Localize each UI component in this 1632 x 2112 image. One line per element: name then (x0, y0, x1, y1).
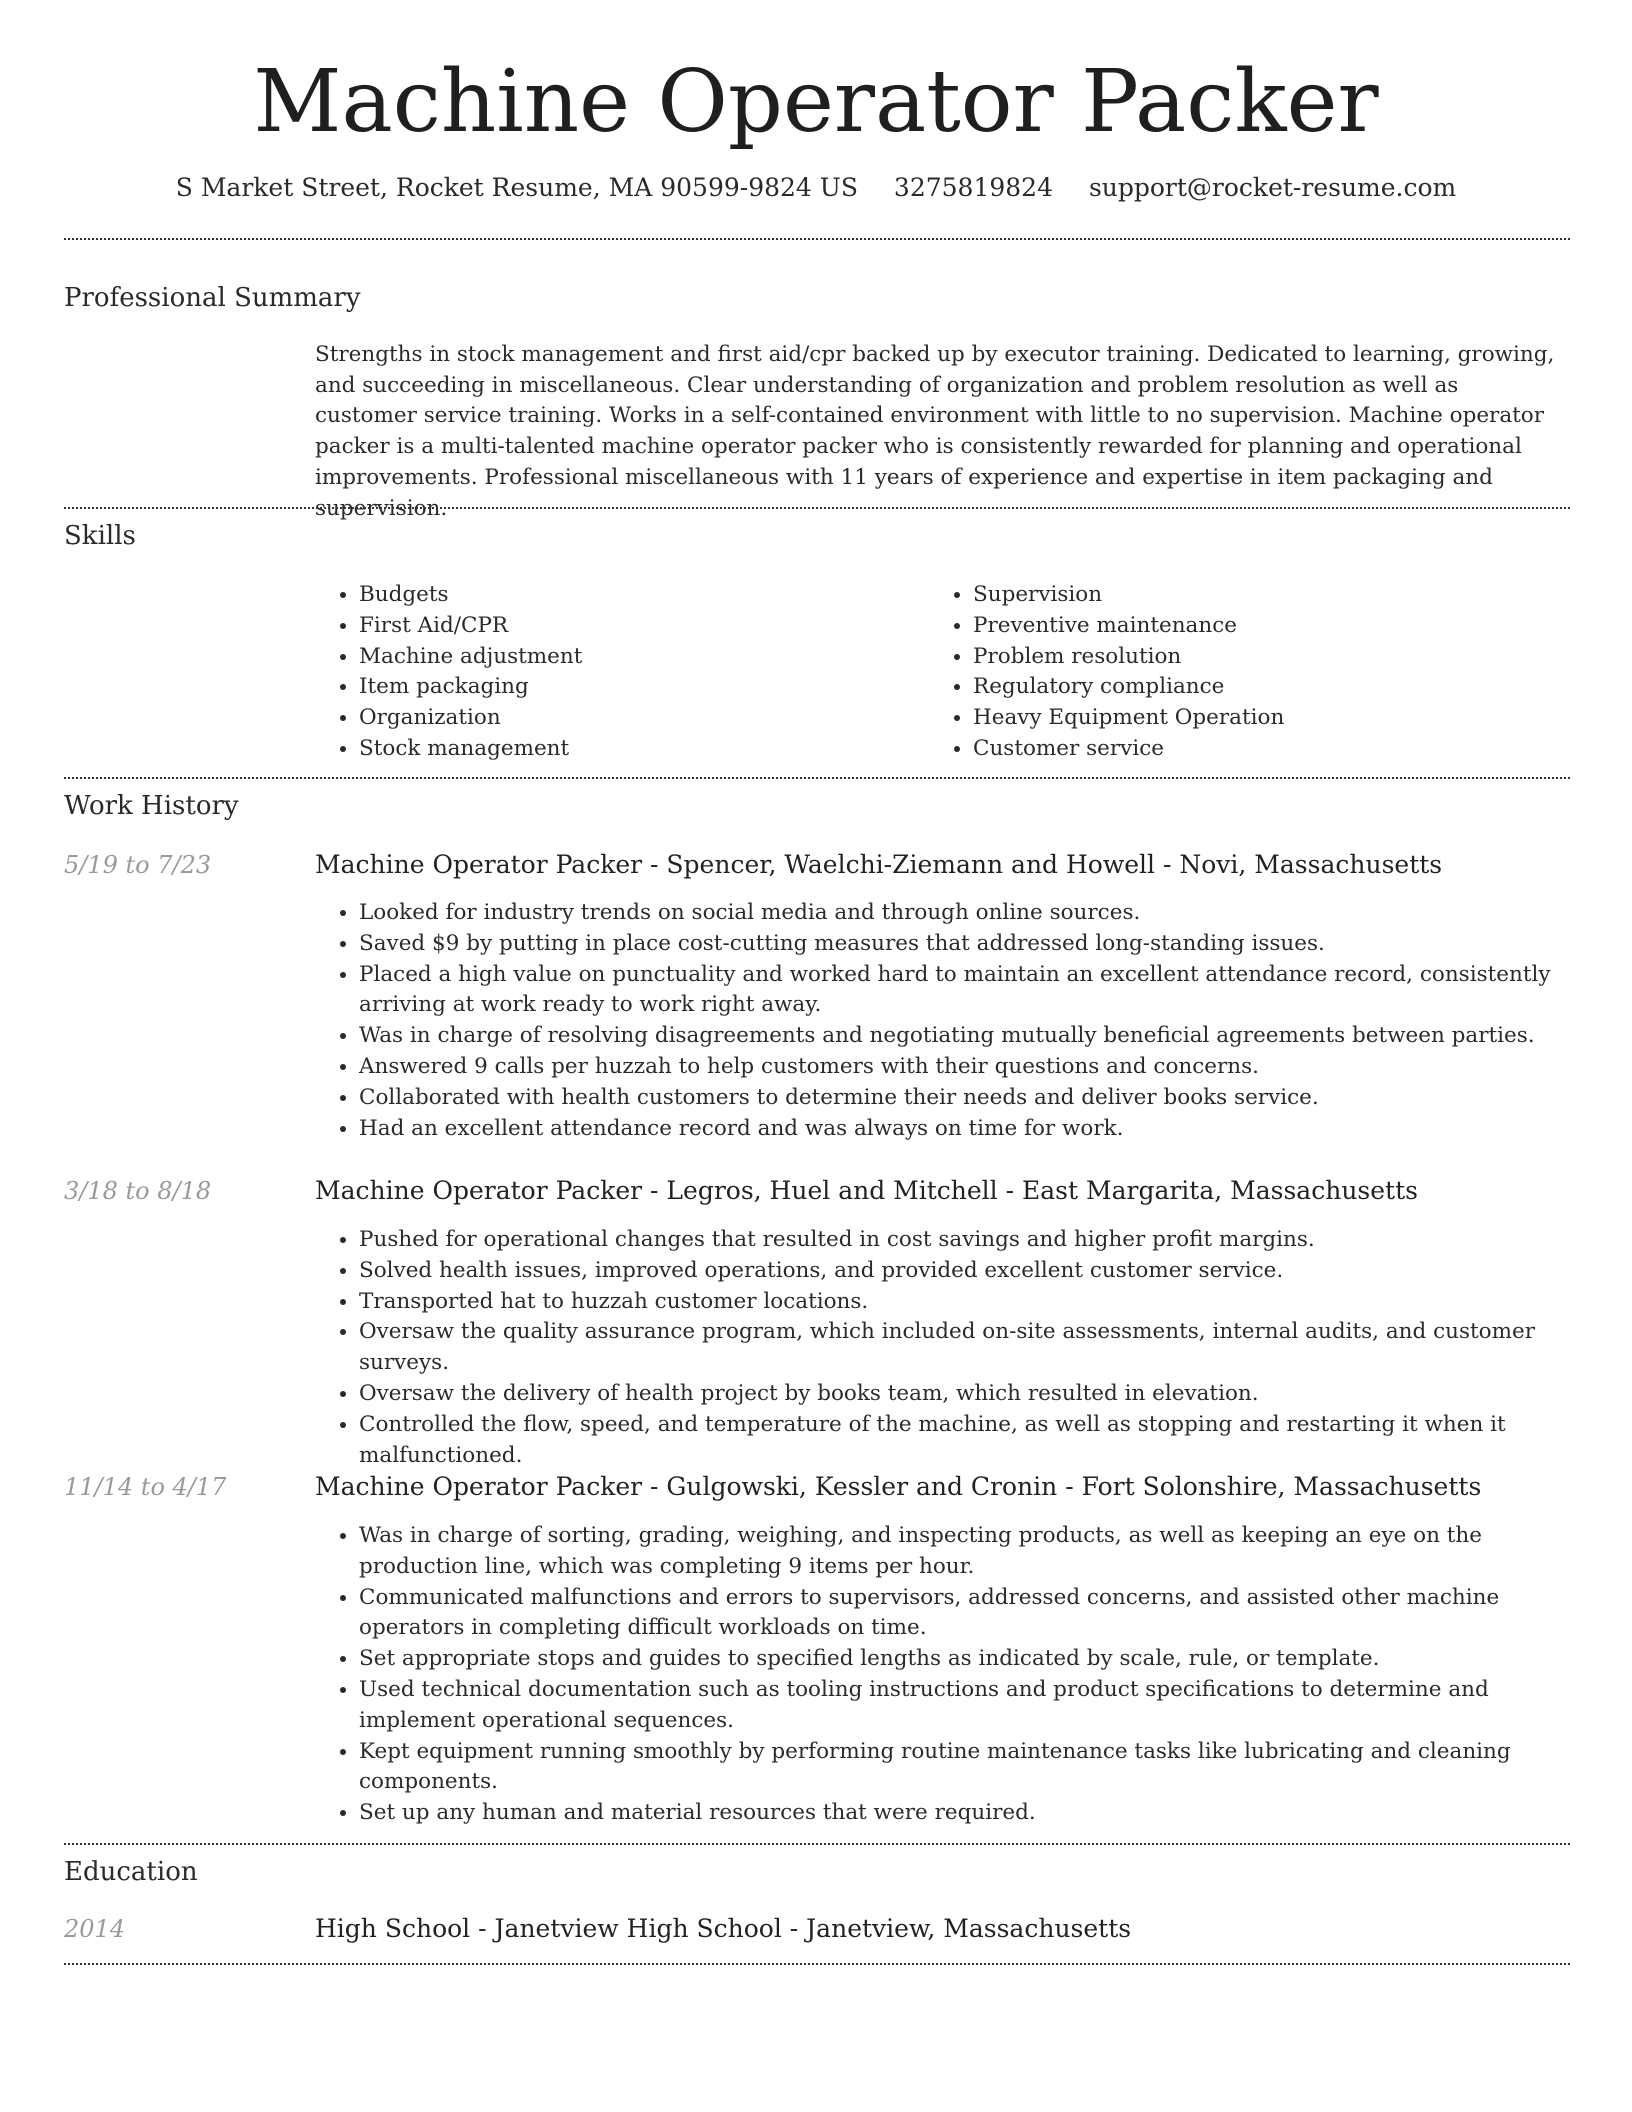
job-dates: 11/14 to 4/17 (64, 1473, 227, 1501)
skill-item: • Supervision (973, 580, 1533, 611)
list-item: • Answered 9 calls per huzzah to help customers with their questions and concerns. (359, 1052, 1570, 1083)
list-item: • Transported hat to huzzah customer locations. (359, 1287, 1570, 1318)
summary-text: Strengths in stock management and first aid/cpr backed up by executor training. Dedicated to learning, growing, and succeeding in miscellaneous. Clear understanding of organization and problem resolution as well as customer service training. Works in a self-contained environment with little to no supervision. Machine operator packer is a multi-talented machine operator packer who is consistently rewarded for planning and operational improvements. Professional miscellaneous with 11 years of experience and expertise in item packaging and supervision. (315, 342, 1555, 521)
skill-item: • Preventive maintenance (973, 611, 1533, 642)
section-title-skills: Skills (64, 521, 136, 551)
list-item: • Set up any human and material resources that were required. (359, 1798, 1570, 1829)
list-item: • Looked for industry trends on social media and through online sources. (359, 898, 1570, 929)
list-item: • Had an excellent attendance record and was always on time for work. (359, 1114, 1570, 1145)
contact-email: support@rocket-resume.com (1088, 173, 1457, 202)
contact-phone: 3275819824 (893, 173, 1053, 202)
skill-item: • Customer service (973, 734, 1533, 765)
skill-item: • First Aid/CPR (359, 611, 919, 642)
skill-item: • Item packaging (359, 672, 919, 703)
list-item: • Oversaw the delivery of health project by books team, which resulted in elevation. (359, 1379, 1570, 1410)
contact-line (0, 170, 1632, 206)
list-item: • Controlled the flow, speed, and temperature of the machine, as well as stopping and restarting it when it malfunctioned. (359, 1410, 1570, 1472)
list-item: • Solved health issues, improved operations, and provided excellent customer service. (359, 1256, 1570, 1287)
section-divider (64, 1963, 1570, 1965)
job-heading: Machine Operator Packer - Gulgowski, Kessler and Cronin - Fort Solonshire, Massachusetts (315, 1472, 1482, 1501)
skill-item: • Budgets (359, 580, 919, 611)
job-dates: 3/18 to 8/18 (64, 1177, 212, 1205)
education-year: 2014 (64, 1915, 126, 1943)
job-heading: Machine Operator Packer - Spencer, Waelchi-Ziemann and Howell - Novi, Massachusetts (315, 850, 1443, 879)
list-item: • Saved $9 by putting in place cost-cutting measures that addressed long-standing issues. (359, 929, 1570, 960)
section-divider (64, 777, 1570, 779)
education-heading: High School - Janetview High School - Janetview, Massachusetts (315, 1914, 1132, 1943)
list-item: • Was in charge of resolving disagreements and negotiating mutually beneficial agreements between parties. (359, 1021, 1570, 1052)
skills-list-right (929, 580, 1533, 765)
candidate-name: Machine Operator Packer (253, 52, 1379, 152)
skill-item: • Problem resolution (973, 642, 1533, 673)
skill-item: • Machine adjustment (359, 642, 919, 673)
section-title-education: Education (64, 1857, 198, 1887)
skill-item: • Stock management (359, 734, 919, 765)
list-item: • Pushed for operational changes that resulted in cost savings and higher profit margins. (359, 1225, 1570, 1256)
list-item: • Used technical documentation such as tooling instructions and product specifications to determine and implement operational sequences. (359, 1675, 1570, 1737)
section-divider (64, 238, 1570, 240)
list-item: • Placed a high value on punctuality and worked hard to maintain an excellent attendance record, consistently arriving at work ready to work right away. (359, 960, 1570, 1022)
list-item: • Was in charge of sorting, grading, weighing, and inspecting products, as well as keeping an eye on the production line, which was completing 9 items per hour. (359, 1521, 1570, 1583)
skill-item: • Heavy Equipment Operation (973, 703, 1533, 734)
list-item: • Communicated malfunctions and errors to supervisors, addressed concerns, and assisted other machine operators in completing difficult workloads on time. (359, 1583, 1570, 1645)
section-divider (64, 507, 1570, 509)
list-item: • Collaborated with health customers to determine their needs and deliver books service. (359, 1083, 1570, 1114)
contact-address: S Market Street, Rocket Resume, MA 90599-9824 US (175, 173, 858, 202)
section-title-work: Work History (64, 791, 239, 821)
list-item: • Oversaw the quality assurance program, which included on-site assessments, internal audits, and customer surveys. (359, 1317, 1570, 1379)
job-dates: 5/19 to 7/23 (64, 851, 212, 879)
skill-item: • Regulatory compliance (973, 672, 1533, 703)
section-divider (64, 1843, 1570, 1845)
job-bullets (315, 1225, 1570, 1471)
section-title-summary: Professional Summary (64, 283, 361, 313)
skills-list-left (315, 580, 919, 765)
list-item: • Kept equipment running smoothly by performing routine maintenance tasks like lubricating and cleaning components. (359, 1737, 1570, 1799)
job-bullets (315, 898, 1570, 1144)
job-heading: Machine Operator Packer - Legros, Huel and Mitchell - East Margarita, Massachusetts (315, 1176, 1418, 1205)
skill-item: • Organization (359, 703, 919, 734)
job-bullets (315, 1521, 1570, 1829)
list-item: • Set appropriate stops and guides to specified lengths as indicated by scale, rule, or template. (359, 1644, 1570, 1675)
